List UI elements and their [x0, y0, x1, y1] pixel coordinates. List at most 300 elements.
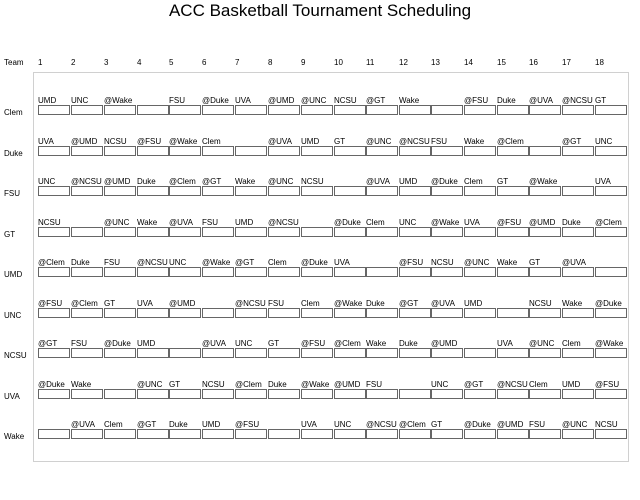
game-slot [431, 389, 463, 399]
game-slot [301, 389, 333, 399]
game-label: @Clem [595, 217, 622, 227]
game-slot [464, 308, 496, 318]
game-label: @UNC [562, 420, 588, 429]
game-label: NCSU [202, 379, 225, 389]
game-label: Clem [301, 298, 320, 308]
game-slot [235, 389, 267, 399]
game-label: @Wake [595, 339, 624, 348]
game-label: @UVA [169, 217, 193, 227]
game-slot [301, 105, 333, 115]
game-label: UNC [334, 420, 352, 429]
game-slot [497, 227, 529, 237]
game-slot [268, 389, 300, 399]
team-label: UNC [4, 310, 22, 320]
game-slot [334, 267, 366, 277]
game-label: UMD [235, 217, 254, 227]
game-slot [334, 429, 366, 439]
game-slot [595, 348, 627, 358]
game-label: @UMD [104, 177, 131, 186]
game-label: Clem [202, 136, 221, 146]
game-label: Clem [529, 379, 548, 389]
game-slot [366, 308, 398, 318]
day-header: 16 [529, 58, 538, 67]
game-label: Duke [366, 298, 385, 308]
game-label: FSU [202, 217, 218, 227]
game-label: Wake [235, 177, 256, 186]
game-slot [169, 267, 201, 277]
game-label: FSU [169, 96, 185, 105]
game-slot [235, 429, 267, 439]
game-label: @UVA [71, 420, 95, 429]
game-slot [334, 348, 366, 358]
game-label: GT [104, 298, 116, 308]
game-slot [464, 267, 496, 277]
game-slot [301, 146, 333, 156]
game-label: UNC [399, 217, 417, 227]
game-label: UVA [464, 217, 480, 227]
game-label: UNC [595, 136, 613, 146]
game-label: Duke [268, 379, 287, 389]
game-label: @FSU [38, 298, 63, 308]
day-header: 13 [431, 58, 440, 67]
game-label: @FSU [497, 217, 522, 227]
game-label: @Wake [104, 96, 133, 105]
day-header: 6 [202, 58, 207, 67]
game-slot [137, 186, 169, 196]
game-label: @UVA [562, 258, 586, 267]
game-slot [301, 348, 333, 358]
game-slot [104, 348, 136, 358]
game-slot [366, 267, 398, 277]
game-label: @UNC [301, 96, 327, 105]
game-label: Wake [399, 96, 420, 105]
day-header: 7 [235, 58, 240, 67]
game-label: @UNC [529, 339, 555, 348]
game-label: GT [334, 136, 346, 146]
game-slot [169, 227, 201, 237]
game-label: NCSU [104, 136, 127, 146]
game-label: UNC [431, 379, 449, 389]
game-slot [529, 146, 561, 156]
game-slot [562, 186, 594, 196]
game-label: GT [497, 177, 509, 186]
game-slot [431, 186, 463, 196]
game-slot [301, 227, 333, 237]
game-slot [366, 105, 398, 115]
game-slot [464, 348, 496, 358]
game-label: FSU [529, 420, 545, 429]
game-slot [595, 267, 627, 277]
game-slot [399, 348, 431, 358]
game-label: UVA [235, 96, 251, 105]
game-label: GT [529, 258, 541, 267]
game-slot [235, 227, 267, 237]
game-slot [137, 389, 169, 399]
game-label: @Clem [497, 136, 524, 146]
game-label: FSU [366, 379, 382, 389]
team-label: FSU [4, 189, 20, 198]
game-label: @UVA [529, 96, 553, 105]
game-slot [235, 146, 267, 156]
game-slot [169, 308, 201, 318]
game-slot [235, 308, 267, 318]
game-slot [104, 227, 136, 237]
game-slot [399, 267, 431, 277]
game-slot [562, 308, 594, 318]
game-slot [529, 348, 561, 358]
game-label: Clem [562, 339, 581, 348]
game-slot [334, 146, 366, 156]
game-label: Duke [562, 217, 581, 227]
game-slot [595, 389, 627, 399]
game-label: NCSU [529, 298, 552, 308]
game-slot [71, 389, 103, 399]
day-header: 9 [301, 58, 306, 67]
game-slot [235, 105, 267, 115]
game-label: @Wake [529, 177, 558, 186]
game-label: @FSU [595, 379, 620, 389]
game-label: @UMD [431, 339, 458, 348]
game-slot [268, 348, 300, 358]
game-slot [595, 429, 627, 439]
game-label: FSU [268, 298, 284, 308]
game-label: @NCSU [71, 177, 102, 186]
game-label: UMD [202, 420, 221, 429]
game-slot [431, 348, 463, 358]
team-label: GT [4, 229, 16, 239]
game-label: Duke [497, 96, 516, 105]
game-slot [137, 348, 169, 358]
game-slot [464, 105, 496, 115]
game-label: UMD [38, 96, 57, 105]
game-label: @UVA [431, 298, 455, 308]
game-label: UVA [137, 298, 153, 308]
game-label: @Clem [235, 379, 262, 389]
game-label: Duke [71, 258, 90, 267]
game-slot [235, 267, 267, 277]
game-slot [38, 186, 70, 196]
game-label: UMD [562, 379, 581, 389]
game-label: UVA [497, 339, 513, 348]
game-slot [529, 389, 561, 399]
game-label: GT [595, 96, 607, 105]
game-slot [529, 105, 561, 115]
game-slot [399, 389, 431, 399]
game-label: @UMD [497, 420, 524, 429]
game-label: Duke [137, 177, 156, 186]
game-slot [38, 389, 70, 399]
game-slot [104, 105, 136, 115]
day-header: 17 [562, 58, 571, 67]
game-label: @UMD [71, 136, 98, 146]
game-label: @Clem [334, 339, 361, 348]
day-header: 4 [137, 58, 142, 67]
game-label: NCSU [595, 420, 618, 429]
game-slot [334, 308, 366, 318]
game-slot [431, 429, 463, 439]
game-slot [169, 105, 201, 115]
game-slot [334, 389, 366, 399]
game-slot [366, 186, 398, 196]
game-slot [268, 429, 300, 439]
game-slot [104, 429, 136, 439]
game-label: Clem [366, 217, 385, 227]
game-label: @NCSU [562, 96, 593, 105]
game-label: @Duke [464, 420, 491, 429]
game-slot [595, 227, 627, 237]
game-slot [71, 348, 103, 358]
game-slot [562, 227, 594, 237]
game-slot [104, 308, 136, 318]
game-label: @Wake [202, 258, 231, 267]
game-slot [104, 389, 136, 399]
game-label: @GT [202, 177, 222, 186]
game-slot [497, 267, 529, 277]
game-slot [529, 227, 561, 237]
game-label: @GT [464, 379, 484, 389]
game-label: @Duke [301, 258, 328, 267]
game-label: UMD [399, 177, 418, 186]
game-slot [399, 146, 431, 156]
game-label: UNC [38, 177, 56, 186]
game-slot [202, 429, 234, 439]
game-slot [301, 429, 333, 439]
game-slot [399, 308, 431, 318]
game-label: @Clem [38, 258, 65, 267]
team-label: Wake [4, 432, 25, 441]
game-slot [202, 105, 234, 115]
day-header: 3 [104, 58, 109, 67]
game-slot [71, 146, 103, 156]
day-header: 8 [268, 58, 273, 67]
game-label: Wake [562, 298, 583, 308]
game-label: @GT [137, 420, 157, 429]
game-slot [431, 267, 463, 277]
game-label: @UNC [268, 177, 294, 186]
game-label: @Duke [431, 177, 458, 186]
game-slot [137, 146, 169, 156]
game-label: FSU [431, 136, 447, 146]
game-label: @Wake [431, 217, 460, 227]
game-label: @GT [38, 339, 58, 348]
game-slot [268, 105, 300, 115]
game-label: @GT [562, 136, 582, 146]
day-header: 12 [399, 58, 408, 67]
game-slot [334, 105, 366, 115]
game-slot [399, 186, 431, 196]
day-header: 18 [595, 58, 604, 67]
team-label: UMD [4, 270, 23, 279]
game-slot [431, 308, 463, 318]
game-slot [71, 186, 103, 196]
game-slot [399, 105, 431, 115]
game-slot [562, 105, 594, 115]
game-label: Duke [399, 339, 418, 348]
game-label: Clem [464, 177, 483, 186]
game-label: UVA [595, 177, 611, 186]
game-label: UMD [137, 339, 156, 348]
game-slot [137, 105, 169, 115]
game-label: Wake [464, 136, 485, 146]
game-label: @GT [399, 298, 419, 308]
game-slot [562, 389, 594, 399]
game-slot [366, 389, 398, 399]
game-slot [104, 146, 136, 156]
game-label: GT [431, 420, 443, 429]
game-label: NCSU [334, 96, 357, 105]
game-label: UMD [464, 298, 483, 308]
game-slot [71, 429, 103, 439]
game-slot [529, 186, 561, 196]
game-label: Wake [497, 258, 518, 267]
game-label: @NCSU [366, 420, 397, 429]
game-slot [71, 308, 103, 318]
game-label: @UMD [334, 379, 361, 389]
game-slot [497, 146, 529, 156]
game-label: @UVA [268, 136, 292, 146]
game-label: Clem [104, 420, 123, 429]
game-slot [268, 227, 300, 237]
game-slot [529, 308, 561, 318]
game-slot [137, 308, 169, 318]
game-slot [497, 389, 529, 399]
team-label: Duke [4, 148, 23, 158]
game-label: @UMD [529, 217, 556, 227]
game-slot [595, 186, 627, 196]
game-label: Wake [71, 379, 92, 389]
game-slot [464, 186, 496, 196]
game-label: @FSU [464, 96, 489, 105]
team-label: NCSU [4, 351, 27, 360]
game-label: @Clem [71, 298, 98, 308]
game-slot [366, 429, 398, 439]
game-label: @NCSU [137, 258, 168, 267]
game-slot [38, 146, 70, 156]
game-label: UNC [169, 258, 187, 267]
game-label: @Duke [38, 379, 65, 389]
game-label: GT [268, 339, 280, 348]
game-label: @UNC [137, 379, 163, 389]
day-header: 14 [464, 58, 473, 67]
game-slot [366, 146, 398, 156]
game-label: @UVA [366, 177, 390, 186]
game-slot [202, 227, 234, 237]
game-slot [202, 186, 234, 196]
game-slot [268, 308, 300, 318]
game-slot [497, 348, 529, 358]
game-label: @NCSU [268, 217, 299, 227]
game-slot [235, 186, 267, 196]
game-label: @Duke [104, 339, 131, 348]
game-slot [399, 227, 431, 237]
game-slot [366, 227, 398, 237]
game-slot [169, 429, 201, 439]
team-label: UVA [4, 391, 20, 401]
game-label: @Clem [399, 420, 426, 429]
game-slot [169, 186, 201, 196]
game-slot [71, 267, 103, 277]
game-slot [38, 308, 70, 318]
game-slot [268, 146, 300, 156]
game-slot [431, 105, 463, 115]
game-slot [104, 267, 136, 277]
team-label: Clem [4, 108, 23, 117]
game-slot [38, 227, 70, 237]
chart-title: ACC Basketball Tournament Scheduling [168, 1, 472, 20]
game-slot [202, 348, 234, 358]
game-label: @FSU [137, 136, 162, 146]
game-slot [529, 267, 561, 277]
game-label: @Duke [202, 96, 229, 105]
game-label: @FSU [399, 258, 424, 267]
game-label: @UNC [464, 258, 490, 267]
game-label: @GT [235, 258, 255, 267]
game-slot [202, 389, 234, 399]
game-label: UVA [301, 420, 317, 429]
game-label: @NCSU [399, 136, 430, 146]
day-header: 15 [497, 58, 506, 67]
game-slot [464, 389, 496, 399]
team-header: Team [4, 58, 24, 67]
game-label: @UNC [104, 217, 130, 227]
game-slot [464, 429, 496, 439]
game-label: FSU [71, 339, 87, 348]
game-slot [137, 267, 169, 277]
game-label: @Duke [334, 217, 361, 227]
game-slot [268, 267, 300, 277]
game-label: @UVA [202, 339, 226, 348]
game-slot [334, 227, 366, 237]
game-slot [235, 348, 267, 358]
game-label: FSU [104, 258, 120, 267]
game-label: UVA [334, 258, 350, 267]
game-slot [169, 389, 201, 399]
game-label: NCSU [431, 258, 454, 267]
game-slot [464, 227, 496, 237]
day-header: 11 [366, 58, 375, 67]
game-label: Wake [366, 339, 387, 348]
game-slot [529, 429, 561, 439]
game-label: UVA [38, 136, 54, 146]
game-label: @Duke [595, 298, 622, 308]
game-slot [137, 227, 169, 237]
game-label: UMD [301, 136, 320, 146]
game-slot [38, 105, 70, 115]
game-slot [562, 267, 594, 277]
day-header: 10 [334, 58, 343, 67]
game-label: Duke [169, 420, 188, 429]
game-slot [562, 429, 594, 439]
game-label: @Clem [169, 177, 196, 186]
game-slot [169, 146, 201, 156]
game-slot [71, 227, 103, 237]
game-slot [366, 348, 398, 358]
game-slot [301, 308, 333, 318]
game-slot [202, 146, 234, 156]
game-slot [104, 186, 136, 196]
game-slot [38, 267, 70, 277]
game-label: GT [169, 379, 181, 389]
game-slot [38, 429, 70, 439]
game-slot [137, 429, 169, 439]
day-header: 1 [38, 58, 43, 67]
game-label: NCSU [38, 217, 61, 227]
game-slot [464, 146, 496, 156]
game-slot [301, 267, 333, 277]
game-label: Clem [268, 258, 287, 267]
game-slot [334, 186, 366, 196]
game-slot [431, 227, 463, 237]
